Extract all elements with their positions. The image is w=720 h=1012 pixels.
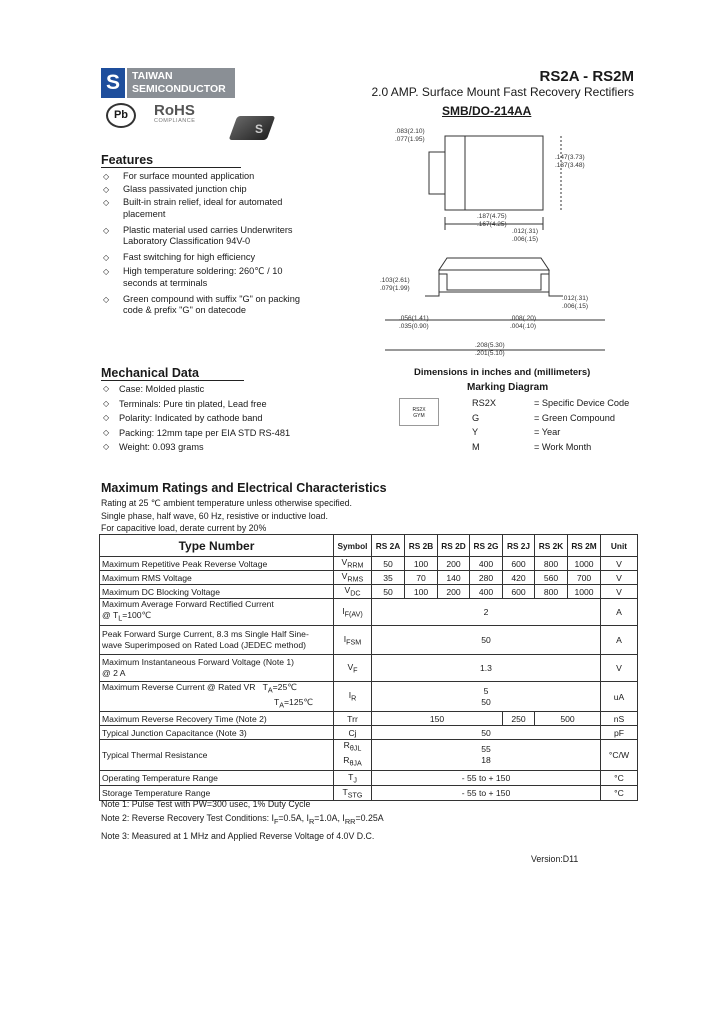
table-row: Typical Thermal Resistance $R_{\theta JL}$ $R_{\theta JA}$ 55 18 °C/W [100, 740, 638, 770]
list-item: ◇ Fast switching for high efficiency [103, 252, 256, 263]
list-item: ◇ High temperature soldering: 260℃ / 10 seconds at terminals [103, 266, 283, 288]
bullet-icon: ◇ [103, 384, 110, 393]
rohs-sub: COMPLIANCE [154, 118, 196, 124]
marking-diagram: RS2X GYM [399, 398, 439, 426]
col-2j: RS 2J [503, 535, 535, 557]
table-row: Storage Temperature Range $T_{STG}$ - 55 to + 150 °C [100, 785, 638, 800]
table-row: Operating Temperature Range $T_J$ - 55 to + 150 °C [100, 770, 638, 785]
chip-logo-icon: S [255, 122, 264, 136]
dim-label: .008(.20) [510, 315, 537, 322]
col-symbol: Symbol [334, 535, 372, 557]
list-item: M = Work Month [472, 441, 592, 452]
dim-label: .167(4.25) [477, 221, 507, 228]
dim-label: .187(4.75) [477, 213, 507, 220]
marking-heading: Marking Diagram [467, 382, 549, 393]
dim-label: .079(1.99) [380, 285, 410, 292]
table-row: Maximum Repetitive Peak Reverse Voltage $V_{RRM}$ 50 100 200 400 600 800 1000 V [100, 557, 638, 571]
list-item: ◇ Plastic material used carries Underwriters Laboratory Classification 94V-0 [103, 224, 293, 247]
bullet-icon: ◇ [103, 198, 110, 208]
package-drawing [365, 124, 640, 360]
list-item: Y = Year [472, 427, 561, 437]
table-row: Maximum Reverse Recovery Time (Note 2) Trr 150 250 500 nS [100, 712, 638, 726]
dim-label: .006(.15) [562, 303, 589, 310]
dimensions-caption: Dimensions in inches and (millimeters) [414, 367, 591, 378]
version-label: Version:D11 [531, 854, 579, 864]
marking-legend [472, 396, 629, 454]
package-name: SMB/DO-214AA [442, 104, 532, 118]
list-item: ◇ Case: Molded plastic [101, 382, 331, 397]
list-item: ◇ Green compound with suffix "G" on packing code & prefix "G" on datecode [103, 293, 300, 316]
bullet-icon: ◇ [103, 225, 110, 235]
dim-label: .035(0.90) [399, 323, 429, 330]
dim-label: .012(.31) [512, 228, 539, 235]
col-2a: RS 2A [372, 535, 405, 557]
dim-label: .201(5.10) [475, 350, 505, 357]
dim-label: .137(3.48) [555, 162, 585, 169]
col-2k: RS 2K [535, 535, 568, 557]
col-2d: RS 2D [438, 535, 470, 557]
table-row: Maximum RMS Voltage $V_{RMS}$ 35 70 140 280 420 560 700 V [100, 571, 638, 585]
table-notes: Note 1: Pulse Test with PW=300 usec, 1% Duty Cycle Note 2: Reverse Recovery Test Conditions: $I_F=0.5A$, $I_R=1.0A$, $I_{RR}=0.25A$ Note 3: Measured at 1 MHz and Applied Reverse Voltage of 4.0V D.C. [101, 799, 384, 841]
col-2g: RS 2G [470, 535, 503, 557]
table-row: Maximum Average Forward Rectified Current @ $T_L=100℃$ $I_{F(AV)}$ 2 A [100, 599, 638, 626]
bullet-icon: ◇ [103, 413, 110, 422]
ratings-table [99, 534, 638, 801]
logo-mark-icon: S [101, 68, 125, 98]
list-item: ◇ Glass passivated junction chip [103, 184, 247, 195]
bullet-icon: ◇ [103, 294, 110, 304]
list-item: ◇ For surface mounted application [103, 171, 255, 181]
dim-label: .012(.31) [562, 295, 589, 302]
bullet-icon: ◇ [103, 398, 110, 408]
lead-free-icon: Pb [106, 103, 136, 128]
dim-label: .056(1.41) [399, 315, 429, 322]
table-row: Maximum Reverse Current @ Rated VR $T_A=25℃$ $T_A=125℃$ $I_R$ 5 50 uA [100, 682, 638, 712]
list-item: G = Green Compound [472, 412, 615, 423]
list-item: ◇ Weight: 0.093 grams [101, 440, 331, 455]
logo-line2: SEMICONDUCTOR [132, 83, 226, 95]
logo-line1: TAIWAN [132, 70, 173, 82]
bullet-icon: ◇ [103, 172, 110, 181]
ratings-notes: Rating at 25 ℃ ambient temperature unless otherwise specified. Single phase, half wave, 60 Hz, resistive or inductive load. For capacitive load, derate current by 20% [101, 498, 352, 533]
dim-label: .147(3.73) [555, 154, 585, 161]
col-2m: RS 2M [568, 535, 601, 557]
list-item: ◇ Polarity: Indicated by cathode band [101, 411, 331, 426]
dim-label: .083(2.10) [395, 128, 425, 135]
company-logo [127, 68, 235, 98]
bullet-icon: ◇ [103, 442, 110, 451]
table-row: Maximum DC Blocking Voltage $V_{DC}$ 50 100 200 400 600 800 1000 V [100, 585, 638, 599]
list-item: RS2X = Specific Device Code [472, 398, 630, 408]
dim-label: .103(2.61) [380, 277, 410, 284]
col-unit: Unit [601, 535, 638, 557]
dim-label: .077(1.95) [395, 136, 425, 143]
part-title: RS2A - RS2M [539, 68, 634, 85]
bullet-icon: ◇ [103, 253, 110, 263]
mechanical-divider [101, 380, 244, 381]
part-subtitle: 2.0 AMP. Surface Mount Fast Recovery Rectifiers [371, 85, 634, 99]
dim-label: .208(5.30) [475, 342, 505, 349]
table-header-row [100, 535, 638, 557]
bullet-icon: ◇ [103, 427, 110, 437]
table-row: Typical Junction Capacitance (Note 3) Cj 50 pF [100, 726, 638, 740]
mechanical-heading: Mechanical Data [101, 366, 199, 380]
bullet-icon: ◇ [103, 267, 110, 277]
chip-package-icon [229, 116, 276, 140]
rohs-badge: RoHS [154, 102, 195, 119]
features-list [101, 171, 321, 318]
table-row: Maximum Instantaneous Forward Voltage (Note 1) @ 2 A $V_F$ 1.3 V [100, 655, 638, 682]
mechanical-list [101, 382, 331, 455]
list-item: ◇ Terminals: Pure tin plated, Lead free [101, 397, 331, 412]
list-item: ◇ Packing: 12mm tape per EIA STD RS-481 [101, 426, 331, 441]
ratings-heading: Maximum Ratings and Electrical Characteristics [101, 481, 387, 495]
table-row: Peak Forward Surge Current, 8.3 ms Single Half Sine- wave Superimposed on Rated Load (JEDEC method) $I_{FSM}$ 50 A [100, 626, 638, 655]
col-type: Type Number [100, 535, 334, 557]
features-divider [101, 167, 241, 168]
dim-label: .004(.10) [510, 323, 537, 330]
list-item: ◇ Built-in strain relief, ideal for automated placement [103, 197, 283, 219]
col-2b: RS 2B [405, 535, 438, 557]
bullet-icon: ◇ [103, 185, 110, 195]
features-heading: Features [101, 153, 154, 167]
dim-label: .006(.15) [512, 236, 539, 243]
